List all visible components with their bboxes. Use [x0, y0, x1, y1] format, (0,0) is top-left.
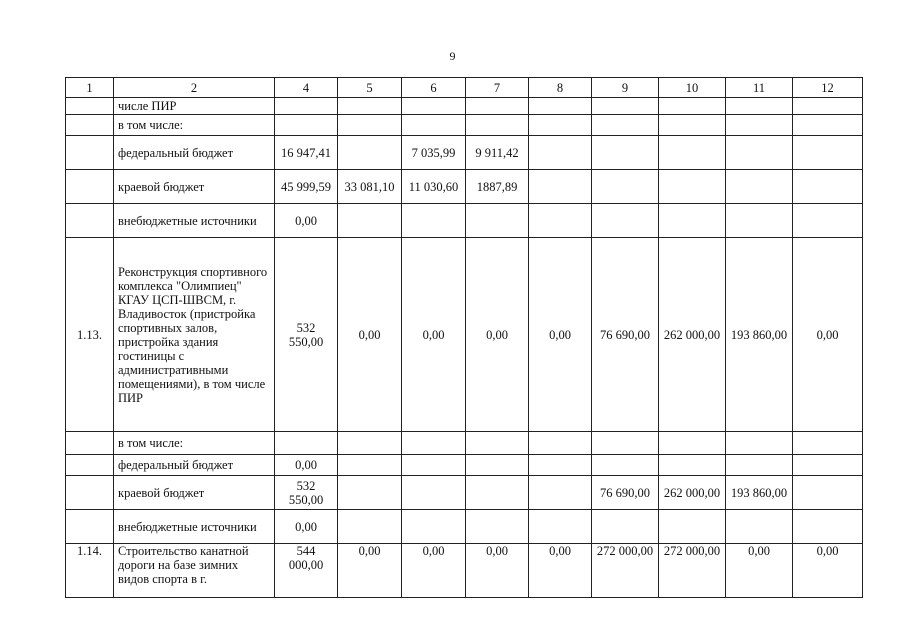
row-number: [66, 455, 114, 476]
row-name: в том числе:: [114, 432, 275, 455]
value-cell: 0,00: [402, 238, 466, 432]
table-row: [66, 544, 863, 598]
row-name: Строительство канатной дороги на базе зимних видов спорта в г.: [114, 544, 275, 598]
value-cell: 0,00: [275, 455, 338, 476]
row-name: внебюджетные источники: [114, 510, 275, 544]
column-header: 5: [338, 78, 402, 98]
value-cell: [402, 455, 466, 476]
value-cell: 11 030,60: [402, 170, 466, 204]
value-cell: [793, 136, 863, 170]
value-cell: [402, 98, 466, 115]
value-cell: 193 860,00: [726, 476, 793, 510]
value-cell: 0,00: [466, 238, 529, 432]
value-cell: [726, 510, 793, 544]
row-name: федеральный бюджет: [114, 455, 275, 476]
value-cell: [726, 170, 793, 204]
table-row: [66, 510, 863, 544]
value-cell: [466, 432, 529, 455]
value-cell: [592, 432, 659, 455]
value-cell: [793, 204, 863, 238]
value-cell: [338, 455, 402, 476]
table-row: [66, 455, 863, 476]
row-number: [66, 432, 114, 455]
row-number: [66, 510, 114, 544]
table-header-row: [66, 78, 863, 98]
value-cell: [529, 432, 592, 455]
row-number: 1.13.: [66, 238, 114, 432]
value-cell: [338, 432, 402, 455]
value-cell: [529, 455, 592, 476]
value-cell: 262 000,00: [659, 476, 726, 510]
column-header: 2: [114, 78, 275, 98]
row-number: 1.14.: [66, 544, 114, 598]
value-cell: 45 999,59: [275, 170, 338, 204]
value-cell: [402, 432, 466, 455]
column-header: 6: [402, 78, 466, 98]
column-header: 8: [529, 78, 592, 98]
value-cell: [592, 455, 659, 476]
value-cell: 262 000,00: [659, 238, 726, 432]
budget-table: [65, 77, 863, 598]
value-cell: 76 690,00: [592, 476, 659, 510]
row-number: [66, 98, 114, 115]
value-cell: 0,00: [529, 238, 592, 432]
column-header: 4: [275, 78, 338, 98]
value-cell: [726, 98, 793, 115]
value-cell: [659, 455, 726, 476]
value-cell: [402, 476, 466, 510]
value-cell: 0,00: [793, 544, 863, 598]
value-cell: [793, 432, 863, 455]
value-cell: [275, 432, 338, 455]
value-cell: [275, 98, 338, 115]
value-cell: [466, 476, 529, 510]
table-row: [66, 170, 863, 204]
value-cell: 0,00: [402, 544, 466, 598]
value-cell: [466, 455, 529, 476]
table-row: [66, 432, 863, 455]
value-cell: [338, 136, 402, 170]
table-row: [66, 476, 863, 510]
value-cell: [402, 510, 466, 544]
value-cell: [338, 98, 402, 115]
column-header: 10: [659, 78, 726, 98]
value-cell: 193 860,00: [726, 238, 793, 432]
column-header: 11: [726, 78, 793, 98]
value-cell: 0,00: [275, 204, 338, 238]
value-cell: [338, 476, 402, 510]
table-row: [66, 136, 863, 170]
table-row: [66, 98, 863, 115]
value-cell: [793, 115, 863, 136]
value-cell: [529, 510, 592, 544]
row-number: [66, 170, 114, 204]
value-cell: 0,00: [338, 544, 402, 598]
row-number: [66, 204, 114, 238]
value-cell: [659, 98, 726, 115]
value-cell: [726, 455, 793, 476]
value-cell: 33 081,10: [338, 170, 402, 204]
value-cell: [402, 115, 466, 136]
value-cell: [793, 510, 863, 544]
value-cell: [659, 204, 726, 238]
value-cell: [592, 204, 659, 238]
value-cell: [659, 170, 726, 204]
value-cell: [793, 455, 863, 476]
row-name: числе ПИР: [114, 98, 275, 115]
row-number: [66, 115, 114, 136]
value-cell: [338, 204, 402, 238]
value-cell: [659, 136, 726, 170]
value-cell: [275, 115, 338, 136]
value-cell: [592, 510, 659, 544]
value-cell: 532 550,00: [275, 238, 338, 432]
value-cell: 76 690,00: [592, 238, 659, 432]
column-header: 7: [466, 78, 529, 98]
value-cell: [592, 136, 659, 170]
value-cell: [529, 136, 592, 170]
value-cell: [592, 115, 659, 136]
value-cell: 9 911,42: [466, 136, 529, 170]
value-cell: 7 035,99: [402, 136, 466, 170]
value-cell: [466, 510, 529, 544]
column-header: 1: [66, 78, 114, 98]
value-cell: [529, 476, 592, 510]
value-cell: [793, 98, 863, 115]
row-name: Реконструкция спортивного комплекса "Олимпиец" КГАУ ЦСП-ШВСМ, г. Владивосток (пристройка спортивных залов, пристройка здания гостиницы с административными помещениями), в том числе ПИР: [114, 238, 275, 432]
value-cell: [529, 170, 592, 204]
column-header: 12: [793, 78, 863, 98]
column-header: 9: [592, 78, 659, 98]
value-cell: 0,00: [793, 238, 863, 432]
value-cell: [529, 204, 592, 238]
value-cell: [466, 98, 529, 115]
table-row: [66, 204, 863, 238]
value-cell: [529, 115, 592, 136]
page-number: 9: [449, 49, 456, 63]
value-cell: 272 000,00: [659, 544, 726, 598]
value-cell: 0,00: [466, 544, 529, 598]
row-number: [66, 476, 114, 510]
value-cell: [793, 170, 863, 204]
row-name: краевой бюджет: [114, 476, 275, 510]
row-name: федеральный бюджет: [114, 136, 275, 170]
row-name: в том числе:: [114, 115, 275, 136]
table-row: [66, 238, 863, 432]
value-cell: [529, 98, 592, 115]
value-cell: 0,00: [338, 238, 402, 432]
value-cell: [726, 115, 793, 136]
value-cell: [466, 115, 529, 136]
value-cell: [659, 510, 726, 544]
value-cell: [402, 204, 466, 238]
value-cell: 272 000,00: [592, 544, 659, 598]
value-cell: 532 550,00: [275, 476, 338, 510]
value-cell: 16 947,41: [275, 136, 338, 170]
value-cell: [726, 432, 793, 455]
value-cell: [659, 432, 726, 455]
value-cell: [338, 115, 402, 136]
value-cell: 0,00: [275, 510, 338, 544]
row-name: краевой бюджет: [114, 170, 275, 204]
value-cell: [592, 170, 659, 204]
value-cell: [726, 136, 793, 170]
value-cell: 0,00: [529, 544, 592, 598]
value-cell: [592, 98, 659, 115]
value-cell: [726, 204, 793, 238]
value-cell: 544 000,00: [275, 544, 338, 598]
value-cell: 0,00: [726, 544, 793, 598]
value-cell: [466, 204, 529, 238]
row-number: [66, 136, 114, 170]
value-cell: [338, 510, 402, 544]
value-cell: [659, 115, 726, 136]
row-name: внебюджетные источники: [114, 204, 275, 238]
value-cell: 1887,89: [466, 170, 529, 204]
value-cell: [793, 476, 863, 510]
table-row: [66, 115, 863, 136]
